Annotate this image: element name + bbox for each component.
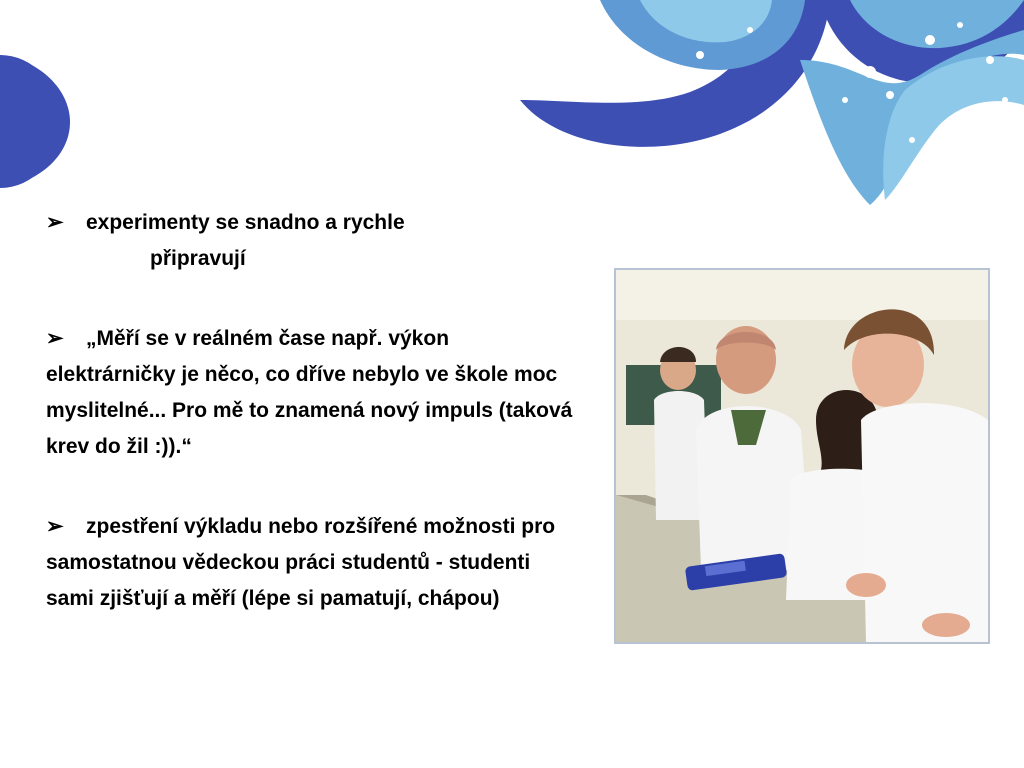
bullet-item: [46, 321, 576, 465]
top-right-swirls: [520, 0, 1024, 205]
lab-scene-illustration: [616, 270, 988, 642]
bullet-list: [46, 205, 576, 617]
bullet-item: [46, 205, 576, 277]
bullet-text: „Měří se v reálném čase např. výkon elektrárničky je něco, co dříve nebylo ve škole moc myslitelné... Pro mě to znamená nový impuls (taková krev do žil :)).“: [46, 327, 573, 458]
bullet-text: experimenty se snadno a rychle: [86, 211, 405, 234]
arrow-bullet-icon: ➢: [46, 327, 64, 350]
bullet-item: [46, 509, 576, 617]
lab-photo: [614, 268, 990, 644]
arrow-bullet-icon: ➢: [46, 211, 64, 234]
bullet-text: zpestření výkladu nebo rozšířené možnosti pro samostatnou vědeckou práci studentů - studenti sami zjišťují a měří (lépe si pamatují, chápou): [46, 515, 556, 610]
bullet-text-continuation: připravují: [150, 247, 246, 270]
arrow-bullet-icon: ➢: [46, 515, 64, 538]
